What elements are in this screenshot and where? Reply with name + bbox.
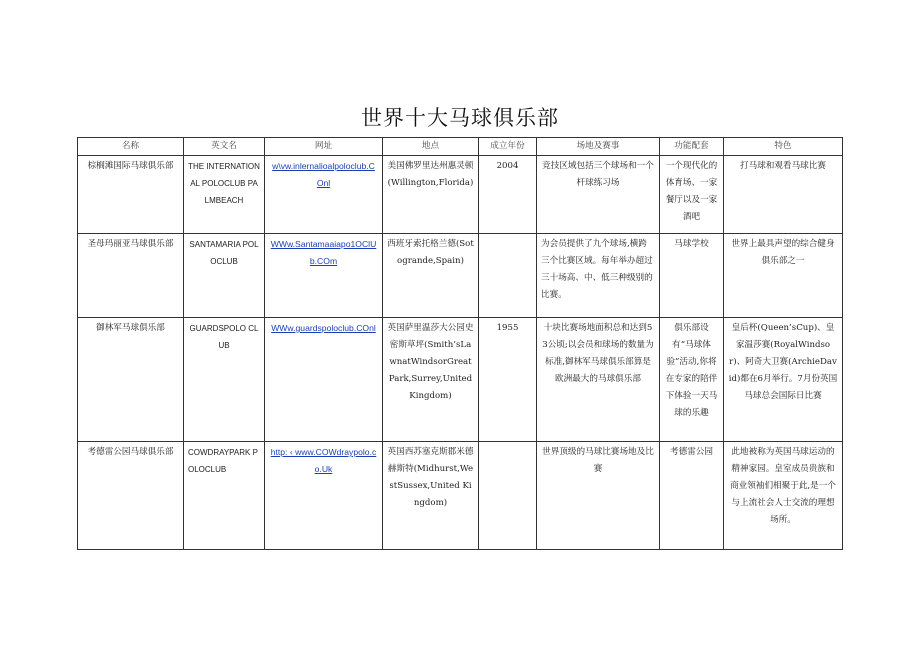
features-cell: 打马球和观看马球比赛: [724, 156, 843, 234]
year-cell: [479, 442, 537, 550]
club-name-cell: 考德雷公园马球俱乐部: [78, 442, 184, 550]
location-cell: 英国萨里温莎大公园史密斯草坪(Smith’sLawnatWindsorGreatPark,Surrey,UnitedKingdom): [383, 318, 479, 442]
polo-clubs-table: [77, 137, 843, 550]
table-row: [78, 156, 843, 234]
facilities-cell: 马球学校: [660, 234, 724, 318]
club-url-link[interactable]: w\vw.inlernalioalpoloclub.COnl: [265, 156, 383, 234]
english-name-cell: SANTAMARIA POLOCLUB: [184, 234, 265, 318]
facilities-cell: 一个现代化的体育场、一家餐厅以及一家酒吧: [660, 156, 724, 234]
header-english-name: 英文名: [184, 138, 265, 156]
features-cell: 此地被称为英国马球运动的精神家园。皇室成员贵族和商业领袖们相聚于此,是一个与上流社会人士交流的理想场所。: [724, 442, 843, 550]
table-header-row: [78, 138, 843, 156]
english-name-cell: GUARDSPOLO CLUB: [184, 318, 265, 442]
table-row: [78, 318, 843, 442]
header-location: 地点: [383, 138, 479, 156]
club-name-cell: 御林军马球俱乐部: [78, 318, 184, 442]
location-cell: 英国西苏塞克斯郡米德赫斯特(Midhurst,WestSussex,United Kingdom): [383, 442, 479, 550]
year-cell: [479, 234, 537, 318]
year-cell: 2004: [479, 156, 537, 234]
header-venue: 场地及赛事: [537, 138, 660, 156]
table-row: [78, 442, 843, 550]
english-name-cell: COWDRAYPARK POLOCLUB: [184, 442, 265, 550]
venue-cell: 为会员提供了九个球场,横跨三个比赛区域。每年举办超过三十场高、中、低三种级别的比赛。: [537, 234, 660, 318]
header-features: 特色: [724, 138, 843, 156]
club-url-link[interactable]: WWw.Santamaaiapo1OClUb.COm: [265, 234, 383, 318]
club-url-link[interactable]: http: ‹ www.COWdraypolo.co.Uk: [265, 442, 383, 550]
club-name-cell: 棕榈滩国际马球俱乐部: [78, 156, 184, 234]
document-title: 世界十大马球俱乐部: [361, 106, 559, 130]
club-name-cell: 圣母玛丽亚马球俱乐部: [78, 234, 184, 318]
header-facilities: 功能配套: [660, 138, 724, 156]
venue-cell: 竞技区域包括三个球场和一个杆球练习场: [537, 156, 660, 234]
facilities-cell: 考德雷公园: [660, 442, 724, 550]
venue-cell: 十块比赛场地面积总和达到53公顷;以会员和球场的数量为标准,御林军马球俱乐部算是欧洲最大的马球俱乐部: [537, 318, 660, 442]
club-url-link[interactable]: WWw.guardspoloclub.COnl: [265, 318, 383, 442]
header-name: 名称: [78, 138, 184, 156]
table-row: [78, 234, 843, 318]
year-cell: 1955: [479, 318, 537, 442]
features-cell: 皇后杯(Queen’sCup)、皇家温莎赛(RoyalWindsor)、阿奇大卫赛(ArchieDavid)都在6月举行。7月份英国马球总会国际日比赛: [724, 318, 843, 442]
header-url: 网址: [265, 138, 383, 156]
features-cell: 世界上最具声望的综合健身俱乐部之一: [724, 234, 843, 318]
facilities-cell: 俱乐部设有“马球体验”活动,你将在专家的陪伴下体验一天马球的乐趣: [660, 318, 724, 442]
location-cell: 西班牙索托格兰德(Sotogrande,Spain): [383, 234, 479, 318]
english-name-cell: THE INTERNATIONAL POLOCLUB PALMBEACH: [184, 156, 265, 234]
header-year: 成立年份: [479, 138, 537, 156]
venue-cell: 世界顶级的马球比赛场地及比赛: [537, 442, 660, 550]
location-cell: 美国佛罗里达州惠灵顿(Willington,Florida): [383, 156, 479, 234]
